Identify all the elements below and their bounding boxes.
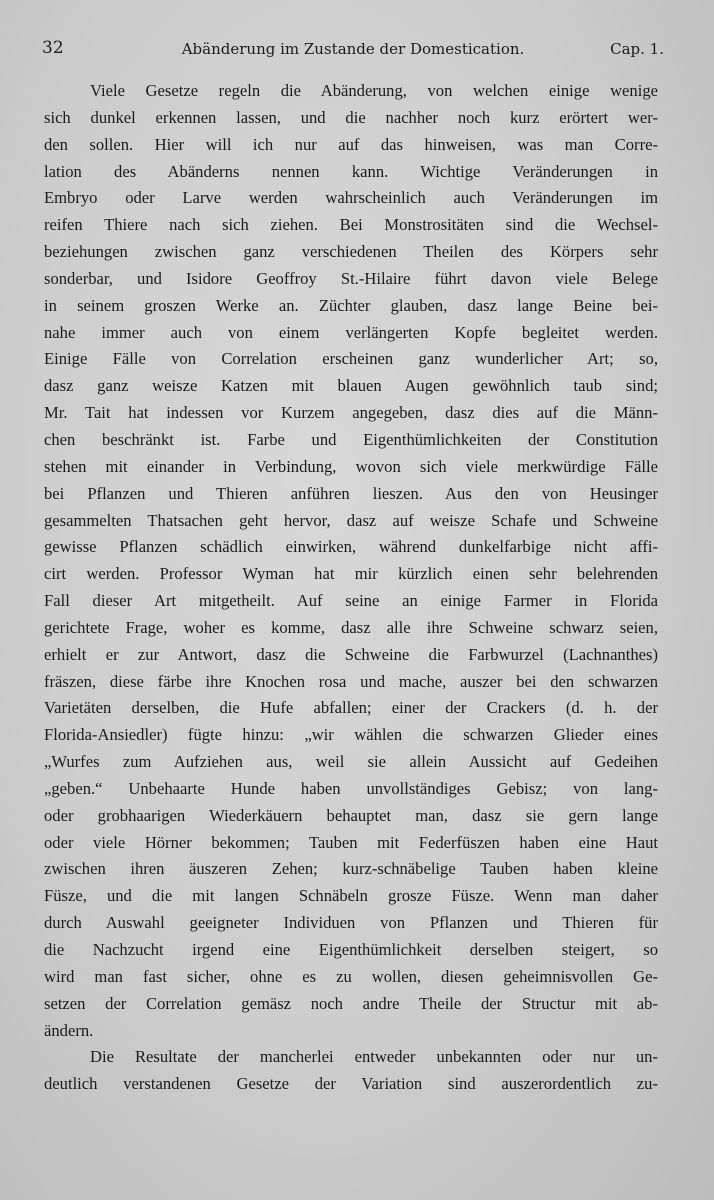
text-line: Florida-Ansiedler) fügte hinzu: „wir wählen die schwarzen Glieder eines bbox=[44, 725, 658, 745]
text-line: „Wurfes zum Aufziehen aus, weil sie allein Aussicht auf Gedeihen bbox=[44, 752, 658, 772]
text-line: stehen mit einander in Verbindung, wovon sich viele merkwürdige Fälle bbox=[44, 456, 658, 476]
text-line: fräszen, diese färbe ihre Knochen rosa und mache, auszer bei den schwarzen bbox=[44, 671, 658, 691]
text-line: zwischen ihren äuszeren Zehen; kurz-schnäbelige Tauben haben kleine bbox=[44, 859, 658, 879]
text-line: wird man fast sicher, ohne es zu wollen, diesen geheimnisvollen Ge- bbox=[44, 966, 658, 986]
running-title: Abänderung im Zustande der Domestication. bbox=[181, 40, 525, 58]
text-line: die Nachzucht irgend eine Eigenthümlichkeit derselben steigert, so bbox=[44, 940, 658, 959]
text-line: setzen der Correlation gemäsz noch andre Theile der Structur mit ab- bbox=[44, 993, 658, 1013]
text-line: beziehungen zwischen ganz verschiedenen Theilen des Körpers sehr bbox=[44, 242, 658, 262]
text-line: Varietäten derselben, die Hufe abfallen; einer der Crackers (d. h. der bbox=[44, 698, 658, 718]
text-line: chen beschränkt ist. Farbe und Eigenthümlichkeiten der Constitution bbox=[44, 429, 658, 449]
running-header bbox=[42, 38, 664, 62]
paragraph-2 bbox=[44, 1044, 658, 1098]
text-line: gesammelten Thatsachen geht hervor, dasz auf weisze Schafe und Schweine bbox=[44, 510, 658, 530]
text-line: cirt werden. Professor Wyman hat mir kürzlich einen sehr belehrenden bbox=[44, 564, 658, 584]
text-line: sonderbar, und Isidore Geoffroy St.-Hilaire führt davon viele Belege bbox=[44, 268, 658, 288]
text-line: oder viele Hörner bekommen; Tauben mit Federfüszen haben eine Haut bbox=[44, 832, 658, 852]
chapter-label: Cap. 1. bbox=[610, 40, 664, 58]
text-line: nahe immer auch von einem verlängerten Kopfe begleitet werden. bbox=[44, 322, 658, 342]
text-line: dasz ganz weisze Katzen mit blauen Augen gewöhnlich taub sind; bbox=[44, 376, 658, 396]
text-line: Die Resultate der mancherlei entweder unbekannten oder nur un- bbox=[90, 1047, 658, 1067]
text-line: deutlich verstandenen Gesetze der Variation sind auszerordentlich zu- bbox=[44, 1074, 658, 1094]
text-line: Einige Fälle von Correlation erscheinen ganz wunderlicher Art; so, bbox=[44, 349, 658, 369]
text-line: Viele Gesetze regeln die Abänderung, von welchen einige wenige bbox=[90, 81, 658, 100]
text-line: Embryo oder Larve werden wahrscheinlich auch Veränderungen im bbox=[44, 188, 658, 208]
text-line: oder grobhaarigen Wiederkäuern behauptet man, dasz sie gern lange bbox=[44, 805, 658, 825]
text-line: reifen Thiere nach sich ziehen. Bei Monstrositäten sind die Wechsel- bbox=[44, 215, 658, 235]
text-line: bei Pflanzen und Thieren anführen lieszen. Aus den von Heusinger bbox=[44, 483, 658, 503]
text-line: gewisse Pflanzen schädlich einwirken, während dunkelfarbige nicht affi- bbox=[44, 537, 658, 557]
text-line: sich dunkel erkennen lassen, und die nachher noch kurz erörtert wer- bbox=[44, 107, 658, 127]
text-line: in seinem groszen Werke an. Züchter glauben, dasz lange Beine bei- bbox=[44, 295, 658, 315]
text-line: ändern. bbox=[44, 1020, 94, 1040]
paragraph-1 bbox=[44, 78, 658, 1044]
text-line: Fall dieser Art mitgetheilt. Auf seine an einige Farmer in Florida bbox=[44, 591, 658, 611]
page-number: 32 bbox=[42, 38, 64, 58]
text-line: lation des Abänderns nennen kann. Wichtige Veränderungen in bbox=[44, 161, 658, 181]
text-line: durch Auswahl geeigneter Individuen von Pflanzen und Thieren für bbox=[44, 913, 658, 933]
text-line: den sollen. Hier will ich nur auf das hinweisen, was man Corre- bbox=[44, 134, 658, 154]
text-line: gerichtete Frage, woher es komme, dasz alle ihre Schweine schwarz seien, bbox=[44, 617, 658, 637]
text-line: Füsze, und die mit langen Schnäbeln grosze Füsze. Wenn man daher bbox=[44, 886, 658, 906]
text-line: „geben.“ Unbehaarte Hunde haben unvollständiges Gebisz; von lang- bbox=[44, 778, 658, 798]
text-line: erhielt er zur Antwort, dasz die Schweine die Farbwurzel (Lachnanthes) bbox=[44, 644, 658, 664]
body-text bbox=[44, 78, 658, 1098]
text-line: Mr. Tait hat indessen vor Kurzem angegeben, dasz dies auf die Männ- bbox=[44, 403, 658, 423]
